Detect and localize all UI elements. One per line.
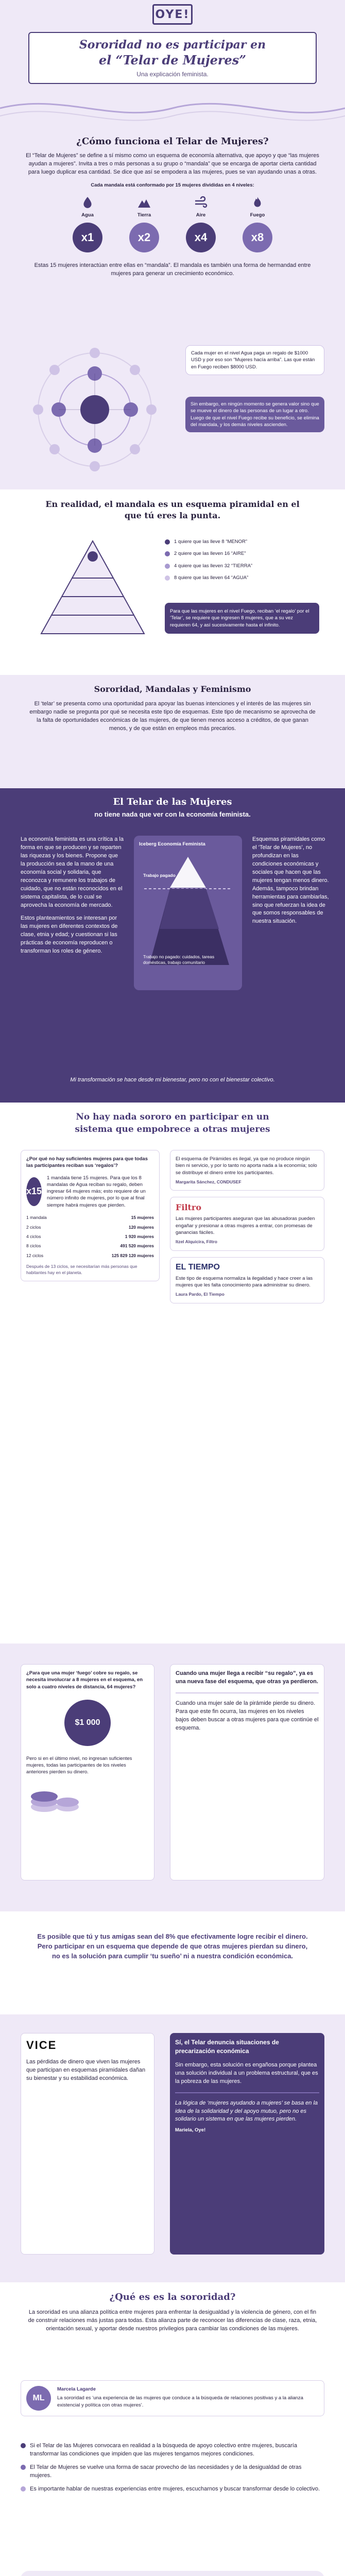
mandala-diagram (18, 345, 172, 474)
subtitle: Una explicación feminista. (136, 71, 209, 78)
vice-logo: VICE (26, 2039, 57, 2052)
pyramid-section (0, 489, 345, 675)
sisterhood-point (21, 2485, 324, 2494)
telar-mandala-note2-text: Sin embargo, en ningún momento se genera valor sino que se mueve el dinero de las personas de un lugar a otro. Luego de que el nivel Fuego recibe su beneficio, se elimina del mandala, y los demás niveles ascienden. (191, 401, 319, 428)
sisterhood-heading: ¿Qué es es la sororidad? (109, 2292, 236, 2302)
feminist-economy-left-col (21, 836, 124, 956)
bullet-icon (21, 2443, 26, 2448)
ladder-value: 1 920 mujeres (125, 1234, 154, 1240)
level-tierra (121, 196, 167, 252)
sisterhood-point-text: Es importante hablar de nuestras experiencias entre mujeres, escucharnos y buscar transformar desde lo colectivo. (30, 2485, 320, 2492)
level-name: Tierra (137, 212, 151, 218)
mandala-svg (18, 345, 172, 474)
math-section (0, 1643, 345, 1911)
not-sorority-heading-2: sistema que empobrece a otras mujeres (75, 1124, 270, 1134)
q1-question: ¿Por qué no hay suficientes mujeres para que todas las participantes reciban sus ‘regalos’? (26, 1156, 148, 1169)
sorority-heading: Sororidad, Mandalas y Feminismo (94, 684, 251, 694)
level-name: Fuego (250, 212, 265, 218)
quote-text: El esquema de Pirámides es ilegal, ya que no produce ningún bien ni servicio, y por lo tanto no aporta nada a la economía; solo se distribuye el dinero entre los participantes. (176, 1156, 317, 1176)
telar-levels (64, 196, 281, 252)
feminist-economy-right-col (252, 836, 330, 926)
pyramid-note-text: Para que las mujeres en el nivel Fuego, reciban ‘el regalo’ por el ‘Telar’, se requiere que ingresen 8 mujeres, que a su vez requieren 64, y así sucesivamente hasta el infinito. (170, 608, 309, 628)
sorority-section (0, 675, 345, 788)
q1-text: 1 mandala tiene 15 mujeres. Para que los 8 mandalas de Agua reciban su regalo, deben ingresar 64 mujeres más; esto requiere de un número infinito de mujeres, por lo que al final siempre habrá mujeres que pierden. (47, 1175, 146, 1208)
iceberg-title: Iceberg Economía Feminista (139, 841, 205, 847)
sisterhood-body: La sororidad es una alianza política entre mujeres para enfrentar la desigualdad y la violencia de género, con el fin de construir relaciones más justas para todas. Esta alianza parte de reconocer las diferencias de clase, raza, etnia, orientación sexual, y aportar desde nuestros privilegios para cambiar las condiciones de las mujeres. (28, 2309, 317, 2332)
sisterhood-point (21, 2442, 324, 2459)
sisterhood-point-text: Si el Telar de las Mujeres convocara en realidad a la búsqueda de apoyo colectivo entre mujeres, buscaría transformar las condiciones que impiden que las mujeres tengamos mejores condiciones. (30, 2443, 297, 2457)
telar-side-note (185, 345, 324, 375)
feminist-economy-subheading: no tiene nada que ver con la economía feminista. (94, 810, 251, 818)
level-agua (64, 196, 111, 252)
divider (176, 1692, 319, 1693)
level-name: Aire (196, 212, 206, 218)
telar-section (0, 129, 345, 489)
sisterhood-illustration (21, 2571, 324, 2576)
math-right-note: Cuando una mujer sale de la pirámide pierde su dinero. Para que este fin ocurra, las mujeres en los niveles bajos deben buscar a otras mujeres para que continúe el esquema. (176, 1700, 319, 1731)
quote-card-1 (170, 1150, 324, 1191)
math-left-card (21, 1664, 154, 1880)
vice-right-card (170, 2033, 324, 2255)
iceberg-bottom-label: Trabajo no pagado: cuidados, tareas domésticas, trabajo comunitario (143, 954, 215, 965)
level-multiplier: x8 (243, 223, 272, 252)
pyramid-level (165, 574, 330, 581)
level-multiplier: x1 (73, 223, 102, 252)
divider (175, 2092, 319, 2093)
wind-icon (194, 196, 208, 209)
phrase-text: Es posible que tú y tus amigas sean del 8% que efectivamente logre recibir el dinero. Pero participar en un esquema que depende de que otras mujeres pierdan su dinero, no es la solución para cumplir ‘tu sueño’ ni a nuestra condición económica. (37, 1933, 308, 1960)
vice-quote: La lógica de ‘mujeres ayudando a mujeres’ se basa en la idea de la solidaridad y del apoyo mutuo, pero no es solidario un sistema en que las mujeres pierden. (175, 2099, 318, 2123)
decorative-lines (0, 88, 345, 124)
feminist-economy-left-text2: Estos planteamientos se interesan por las mujeres en diferentes contextos de clase, etnia y edad; y cuestionan si las prácticas de economía reproducen o transforman los roles de género. (21, 915, 118, 955)
math-left-note: Pero si en el último nivel, no ingresan suficientes mujeres, todas las participantes de los niveles anteriores pierden su dinero. (26, 1755, 132, 1775)
phrase-section (0, 1911, 345, 2014)
header-section (0, 0, 345, 129)
quote-source: Itzel Alquicira, Filtro (176, 1239, 217, 1245)
feminist-economy-section (0, 788, 345, 1103)
avatar: ML (26, 2386, 51, 2411)
pyramid-level-label: 4 quiere que las lleven 32 “TIERRA” (174, 563, 253, 569)
telar-elements-label: Cada mandala está conformado por 15 mujeres divididas en 4 niveles: (91, 182, 254, 188)
ladder-note: Después de 13 ciclos, se necesitarían más personas que habitantes hay en el planeta. (26, 1264, 137, 1275)
main-title-line2: el “Telar de Mujeres” (98, 53, 247, 67)
ladder-label: 2 ciclos (26, 1224, 41, 1230)
level-multiplier: x2 (129, 223, 159, 252)
pyramid-level-label: 2 quiere que las lleven 16 “AIRE” (174, 551, 246, 557)
feminist-economy-footer: Mi transformación se hace desde mi bienestar, pero no con el bienestar colectivo. (70, 1077, 275, 1083)
ladder-value: 15 mujeres (131, 1215, 154, 1221)
ladder-label: 4 ciclos (26, 1234, 41, 1240)
quote-card-3 (170, 1257, 324, 1303)
vice-body: Sin embargo, esta solución es engañosa porque plantea una solución individual a un problema estructural, que es la pobreza de las mujeres. (175, 2061, 318, 2084)
lagarde-name: Marcela Lagarde (57, 2386, 96, 2392)
vice-quote-src: Mariela, Oye! (175, 2127, 206, 2133)
feminist-economy-heading: El Telar de las Mujeres (113, 796, 232, 807)
sisterhood-points (21, 2442, 324, 2499)
bullet-icon (165, 551, 170, 556)
feminist-economy-left-text: La economía feminista es una crítica a la forma en que se producen y se reparten las riquezas y los bienes. Propone que la producción sea de la mano de una economía social y solidaria, que reconozca y remunere los trabajos de cuidado, que no están reconocidos en el sistema capitalista, de lo cual se aprovecha la economía de mercado. (21, 836, 124, 908)
level-multiplier: x4 (186, 223, 216, 252)
sisterhood-point-text: El Telar de Mujeres se vuelve una forma de sacar provecho de las necesidades y de la desigualdad de otras mujeres. (30, 2464, 302, 2479)
bullet-icon (21, 2465, 26, 2470)
math-question: ¿Para que una mujer ‘fuego’ cobre su regalo, se necesita involucrar a 8 mujeres en el esquema, en solo a cuatro niveles de distancia, 64 mujeres? (26, 1670, 143, 1690)
quotes-column (170, 1150, 324, 1303)
pyramid-note (165, 603, 319, 634)
ladder-label: 8 ciclos (26, 1243, 41, 1249)
ladder-value: 125 829 120 mujeres (111, 1252, 154, 1258)
ladder-value: 120 mujeres (128, 1224, 154, 1230)
vice-text: Las pérdidas de dinero que viven las mujeres que participan en esquemas piramidales dañan su bienestar y su estabilidad económica. (26, 2059, 146, 2081)
q1-card (21, 1150, 160, 1281)
bullet-icon (21, 2486, 26, 2492)
pyramid-level (165, 550, 330, 557)
water-drop-icon (81, 196, 94, 209)
not-sorority-heading-1: No hay nada sororo en participar en un (76, 1112, 269, 1122)
sorority-body: El ‘telar’ se presenta como una oportunidad para apoyar las buenas intenciones y el interés de las mujeres sin embargo nadie se pregunta por qué se necesita este tipo de esquemas. Este tipo de mecanismo se aprovecha de la falta de oportunidades económicas de las mujeres, de que tienen menos acceso a créditos, de que ganan menos, y de que están en empleos más precarios. (29, 701, 316, 732)
bullet-icon (165, 564, 170, 569)
math-right-card (170, 1664, 324, 1880)
el-tiempo-logo: EL TIEMPO (176, 1262, 220, 1272)
telar-question: ¿Cómo funciona el Telar de Mujeres? (76, 136, 269, 147)
flame-icon (251, 196, 264, 209)
telar-side-note-text: Cada mujer en el nivel Agua paga un regalo de $1000 USD y por eso son “Mujeres hacía arriba”. Las que están en Fuego reciben $8000 USD. (191, 350, 315, 370)
quote-card-2 (170, 1197, 324, 1250)
quote-source: Margarita Sánchez, CONDUSEF (176, 1179, 242, 1184)
bullet-icon (165, 539, 170, 545)
title-bar (28, 32, 317, 84)
mountain-icon (137, 196, 151, 209)
level-name: Agua (81, 212, 94, 218)
ladder-label: 1 mandala (26, 1215, 47, 1221)
iceberg-card (134, 836, 242, 990)
quote-source: Laura Pardo, El Tiempo (176, 1292, 225, 1297)
pyramid-level (165, 538, 330, 545)
level-aire (178, 196, 224, 252)
sisterhood-section (0, 2282, 345, 2576)
ladder-value: 491 520 mujeres (120, 1243, 154, 1249)
q1-stat: x15 (26, 1177, 42, 1206)
brand-logo[interactable]: OYE! (152, 4, 193, 25)
pyramid-level (165, 563, 330, 569)
ladder (26, 1215, 154, 1259)
iceberg-top-label: Trabajo pagado (143, 873, 176, 878)
telar-intro: El “Telar de Mujeres” se define a sí mismo como un esquema de economía alternativa, que apoyo y que “las mujeres ayudan a mujeres”. Invita a tres o más personas a su grupo o “mandala” que se encarga de aportar cierta cantidad para luego duplicar esa cantidad. Se dice que así se empodera a las mujeres, pues se van ayudando unas a otras. (26, 152, 319, 175)
pyramid-heading: En realidad, el mandala es un esquema piramidal en el que tú eres la punta. (45, 499, 300, 520)
pyramid-level-label: 8 quiere que las lleven 64 “AGUA” (174, 574, 249, 581)
lagarde-card (21, 2380, 324, 2416)
coins-icon (26, 1781, 83, 1817)
sisterhood-point (21, 2464, 324, 2480)
vice-title: Sí, el Telar denuncia situaciones de precarización económica (175, 2039, 279, 2055)
quote-text: Este tipo de esquema normaliza la ilegalidad y hace creer a las mujeres que les falta conocimiento para administrar su dinero. (176, 1275, 313, 1289)
pyramid-levels (165, 538, 330, 586)
telar-mandala-note2 (185, 397, 324, 432)
not-sorority-section (0, 1103, 345, 1643)
vice-section (0, 2014, 345, 2282)
quote-text: Las mujeres participantes aseguran que las abusadoras pueden engañar y presionar a otras mujeres a entrar, con promesas de ganancias fáciles. (176, 1216, 315, 1235)
filtro-logo: Filtro (176, 1202, 202, 1213)
bullet-icon (165, 575, 170, 581)
main-title-line1: Sororidad no es participar en (79, 38, 266, 52)
math-num: $1 000 (64, 1700, 111, 1746)
vice-card (21, 2033, 154, 2255)
level-fuego (234, 196, 281, 252)
pyramid-diagram (36, 536, 149, 639)
ladder-label: 12 ciclos (26, 1252, 44, 1258)
feminist-economy-right-text: Esquemas piramidales como el ‘Telar de Mujeres’, no profundizan en las condiciones económicas y sociales que hacen que las mujeres tengan menos dinero. Además, tampoco brindan herramientas para cambiarlas, sino que refuerzan la idea de que somos responsables de nuestra situación. (252, 836, 329, 925)
math-right-q: Cuando una mujer llega a recibir “su regalo”, ya es una nueva fase del esquema, que otras ya perdieron. (176, 1670, 318, 1685)
lagarde-quote: La sororidad es ‘una experiencia de las mujeres que conduce a la búsqueda de relaciones positivas y a la alianza existencial y política con otras mujeres’. (57, 2395, 303, 2408)
pyramid-level-label: 1 quiere que las lleve 8 “MENOR” (174, 539, 248, 545)
mandala-note: Estas 15 mujeres interactúan entre ellas en “mandala”. El mandala es también una forma de hermandad entre mujeres para generar un crecimiento económico. (34, 262, 311, 277)
